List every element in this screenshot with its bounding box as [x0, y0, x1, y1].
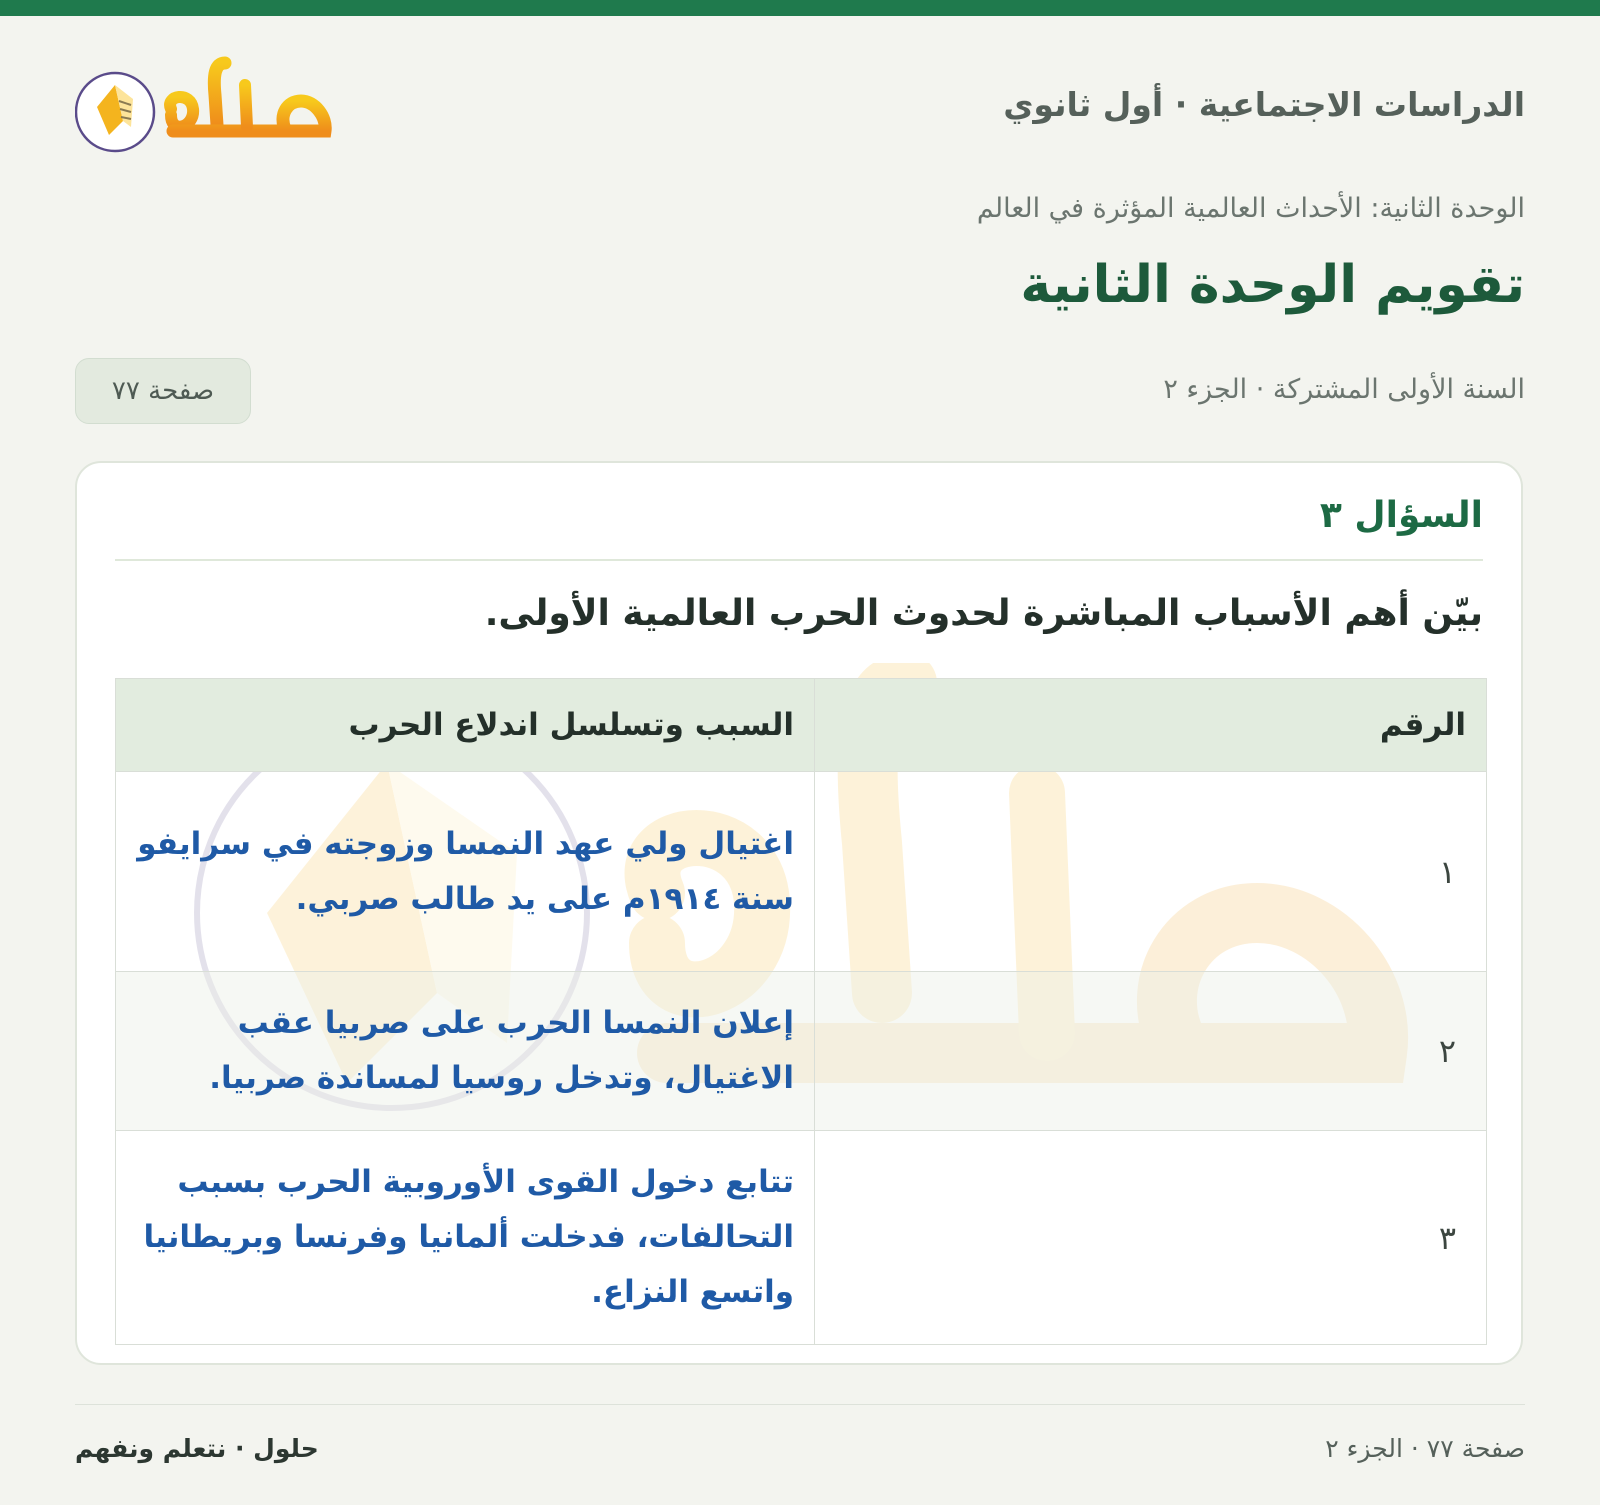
row-answer: اغتيال ولي عهد النمسا وزوجته في سرايفو سنة ١٩١٤م على يد طالب صربي.	[116, 772, 815, 972]
footer-page-info: صفحة ٧٧ · الجزء ٢	[1325, 1434, 1525, 1463]
course-title: الدراسات الاجتماعية · أول ثانوي	[1003, 85, 1525, 124]
row-number: ٢	[815, 972, 1487, 1131]
hulul-logo-icon	[75, 55, 335, 159]
row-answer: تتابع دخول القوى الأوروبية الحرب بسبب التحالفات، فدخلت ألمانيا وفرنسا وبريطانيا واتسع النزاع.	[116, 1131, 815, 1345]
page-header	[75, 55, 1525, 159]
table-row	[116, 772, 1487, 972]
row-number: ١	[815, 772, 1487, 972]
page-title: تقويم الوحدة الثانية	[1020, 255, 1525, 315]
question-prompt: بيّن أهم الأسباب المباشرة لحدوث الحرب العالمية الأولى.	[484, 593, 1483, 634]
question-card	[75, 461, 1523, 1365]
column-header-cause: السبب وتسلسل اندلاع الحرب	[116, 679, 815, 772]
page-number-badge: صفحة ٧٧	[75, 358, 251, 424]
brand-logo[interactable]	[75, 55, 335, 159]
footer-brand-tagline: حلول · نتعلم ونفهم	[75, 1434, 319, 1463]
table-header-row	[116, 679, 1487, 772]
row-number: ٣	[815, 1131, 1487, 1345]
table-row	[116, 972, 1487, 1131]
column-header-number: الرقم	[815, 679, 1487, 772]
row-answer: إعلان النمسا الحرب على صربيا عقب الاغتيال، وتدخل روسيا لمساندة صربيا.	[116, 972, 815, 1131]
divider	[115, 559, 1483, 561]
unit-subtitle: الوحدة الثانية: الأحداث العالمية المؤثرة في العالم	[976, 193, 1525, 224]
question-heading: السؤال ٣	[1319, 495, 1483, 536]
grade-part-info: السنة الأولى المشتركة · الجزء ٢	[1163, 374, 1525, 405]
table-row	[116, 1131, 1487, 1345]
answer-table	[115, 678, 1487, 1345]
footer-divider	[75, 1404, 1525, 1405]
top-accent-bar	[0, 0, 1600, 16]
